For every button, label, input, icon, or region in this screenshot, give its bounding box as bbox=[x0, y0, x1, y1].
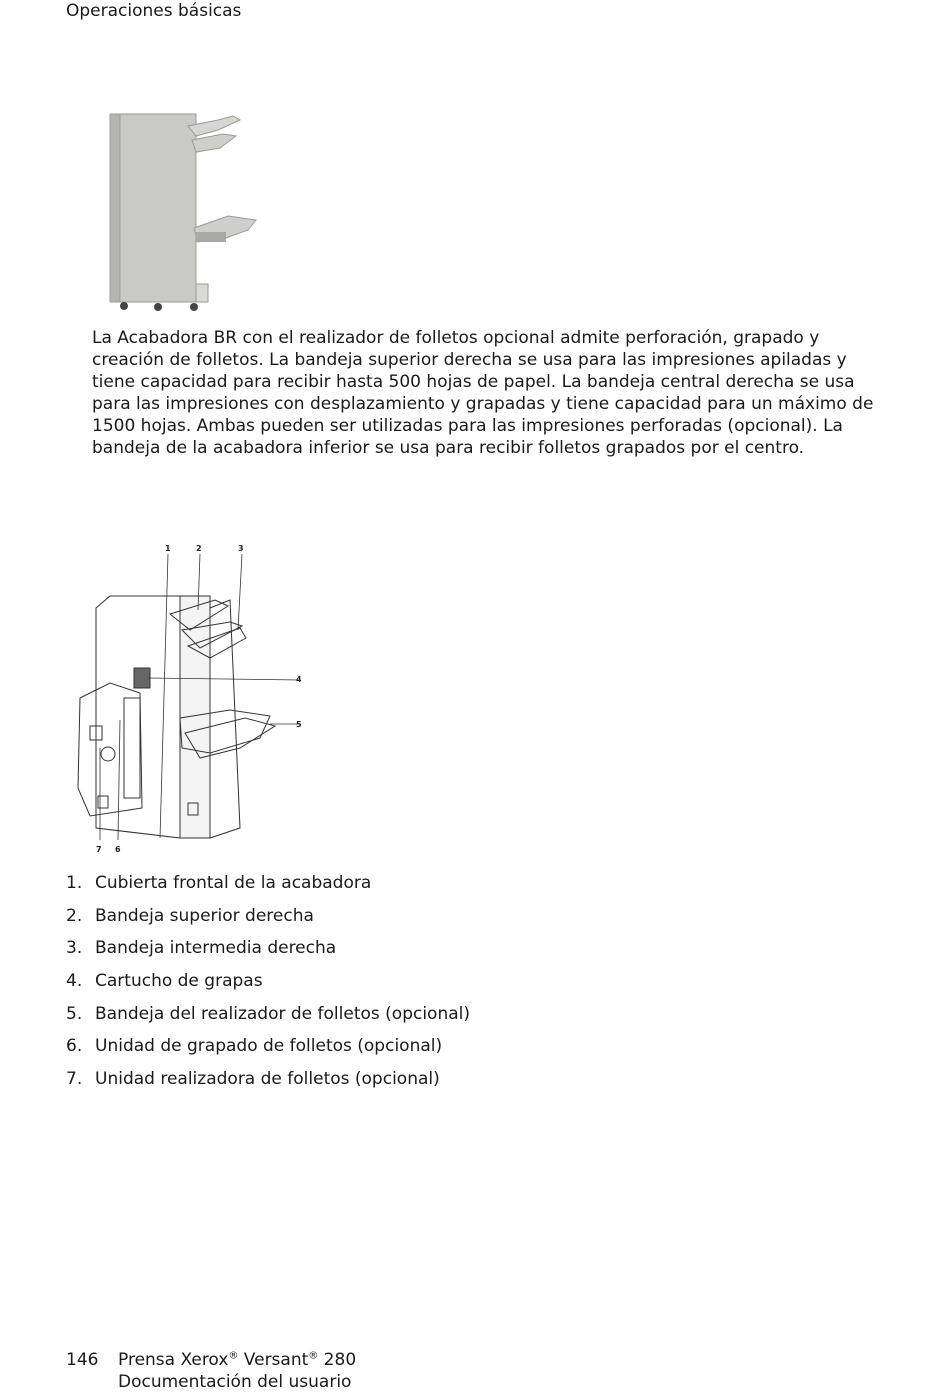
registered-mark: ® bbox=[228, 1350, 239, 1362]
page-number: 146 bbox=[66, 1350, 99, 1370]
registered-mark: ® bbox=[308, 1350, 319, 1362]
description-paragraph: La Acabadora BR con el realizador de folletos opcional admite perforación, grapado y creación de folletos. La bandeja superior derecha se usa para las impresiones apiladas y tiene capacidad para recibir hasta 500 hojas de papel. La bandeja central derecha se usa para las impresiones con desplazamiento y grapadas y tiene capacidad para un máximo de 1500 hojas. Ambas pueden ser utilizadas para las impresiones perforadas (opcional). La bandeja de la acabadora inferior se usa para recibir folletos grapados por el centro. bbox=[92, 328, 874, 458]
list-item-number: 3. bbox=[66, 938, 83, 959]
finisher-parts-diagram bbox=[70, 538, 320, 858]
parts-list bbox=[66, 872, 470, 1101]
list-item-label: Unidad realizadora de folletos (opcional) bbox=[95, 1069, 440, 1090]
list-item bbox=[66, 1035, 470, 1068]
list-item bbox=[66, 872, 470, 905]
callout-2: 2 bbox=[196, 544, 202, 553]
callout-6: 6 bbox=[115, 845, 121, 854]
page-header: Operaciones básicas bbox=[66, 1, 242, 21]
document-info bbox=[118, 1349, 356, 1393]
callout-7: 7 bbox=[96, 845, 102, 854]
list-item-label: Bandeja del realizador de folletos (opcional) bbox=[95, 1003, 471, 1024]
list-item bbox=[66, 937, 470, 970]
callout-3: 3 bbox=[238, 544, 244, 553]
list-item-label: Unidad de grapado de folletos (opcional) bbox=[95, 1036, 443, 1057]
list-item-number: 5. bbox=[66, 1003, 83, 1024]
list-item-label: Cubierta frontal de la acabadora bbox=[95, 873, 372, 893]
list-item-label: Cartucho de grapas bbox=[95, 971, 263, 992]
list-item-label: Bandeja intermedia derecha bbox=[95, 938, 337, 959]
list-item-number: 2. bbox=[66, 905, 83, 926]
callout-4: 4 bbox=[296, 675, 302, 684]
list-item-label: Bandeja superior derecha bbox=[95, 905, 314, 926]
list-item-number: 7. bbox=[66, 1069, 83, 1090]
product-name: Prensa Xerox® Versant® 280 bbox=[118, 1350, 357, 1370]
list-item-number: 1. bbox=[66, 873, 83, 893]
callout-5: 5 bbox=[296, 720, 302, 729]
list-item-number: 4. bbox=[66, 971, 83, 992]
callout-1: 1 bbox=[165, 544, 171, 553]
document-title: Documentación del usuario bbox=[118, 1372, 352, 1392]
list-item bbox=[66, 905, 470, 938]
list-item bbox=[66, 1068, 470, 1101]
list-item bbox=[66, 1003, 470, 1036]
finisher-exterior-illustration bbox=[108, 108, 263, 318]
list-item bbox=[66, 970, 470, 1003]
list-item-number: 6. bbox=[66, 1036, 83, 1057]
